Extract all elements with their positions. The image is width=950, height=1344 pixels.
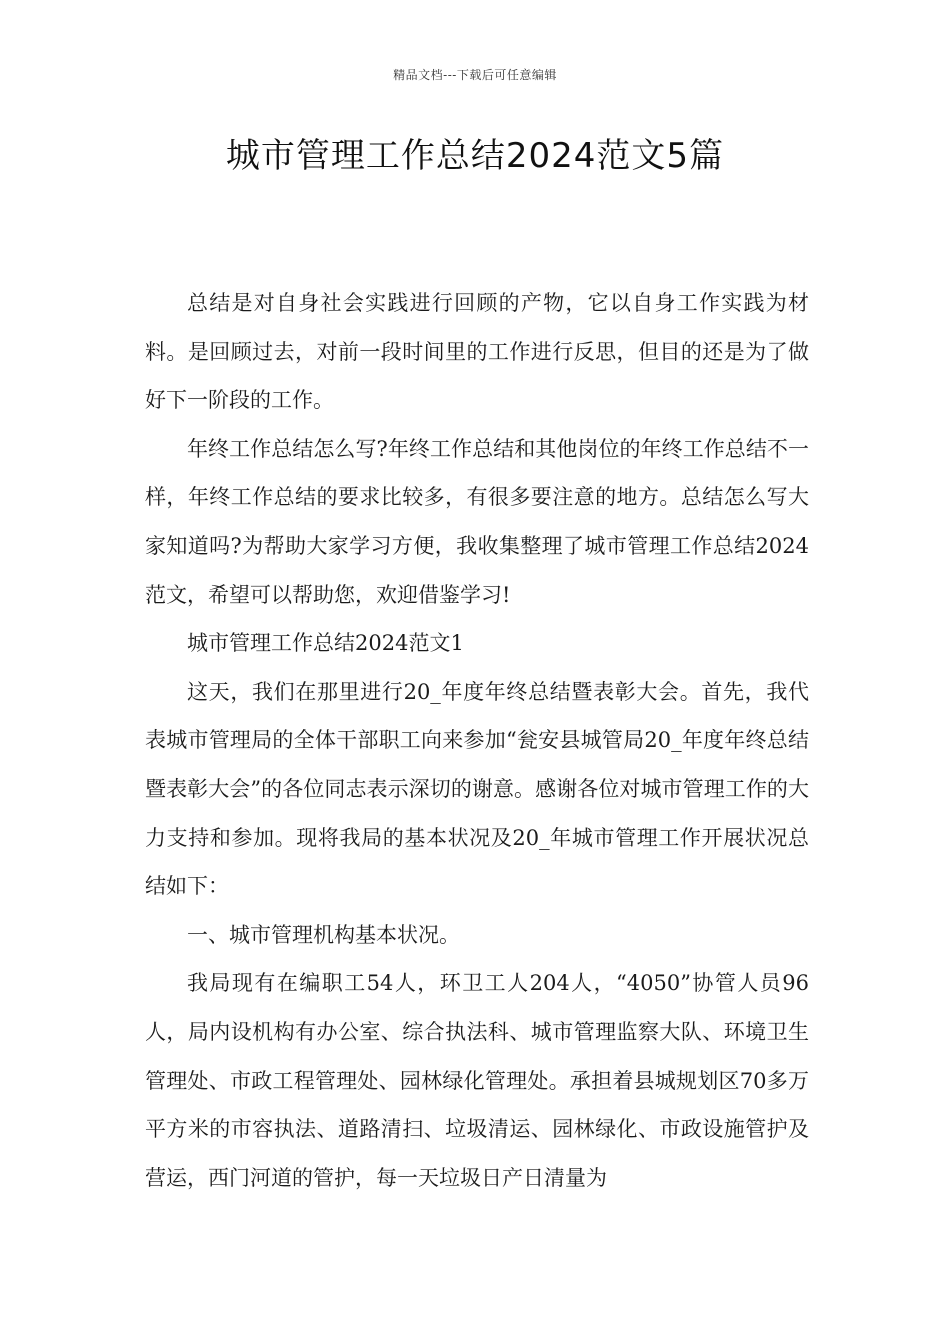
paragraph-opening-remarks: 这天，我们在那里进行20_年度年终总结暨表彰大会。首先，我代表城市管理局的全体干部职工向来参加“瓮安县城管局20_年度年终总结暨表彰大会”的各位同志表示深切的谢意。感谢各位对城市管理工作的大力支持和参加。现将我局的基本状况及20_年城市管理工作开展状况总结如下： [145, 679, 809, 899]
paragraph-intro: 总结是对自身社会实践进行回顾的产物，它以自身工作实践为材料。是回顾过去，对前一段时间里的工作进行反思，但目的还是为了做好下一阶段的工作。 [145, 291, 809, 413]
section-heading-basic-status: 一、城市管理机构基本状况。 [187, 922, 460, 947]
section-heading-sample-1: 城市管理工作总结2024范文1 [187, 631, 464, 656]
document-title: 城市管理工作总结2024范文5篇 [225, 136, 725, 176]
paragraph-staffing: 我局现有在编职工54人，环卫工人204人，“4050”协管人员96人，局内设机构有办公室、综合执法科、城市管理监察大队、环境卫生管理处、市政工程管理处、园林绿化管理处。承担着县城规划区70多万平方米的市容执法、道路清扫、垃圾清运、园林绿化、市政设施管护及营运，西门河道的管护，每一天垃圾日产日清量为 [145, 971, 809, 1190]
document-body [145, 279, 809, 1202]
paragraph-how-to-write: 年终工作总结怎么写?年终工作总结和其他岗位的年终工作总结不一样，年终工作总结的要求比较多，有很多要注意的地方。总结怎么写大家知道吗?为帮助大家学习方便，我收集整理了城市管理工作总结2024范文，希望可以帮助您，欢迎借鉴学习! [145, 436, 809, 607]
header-note: 精品文档---下载后可任意编辑 [393, 68, 557, 82]
